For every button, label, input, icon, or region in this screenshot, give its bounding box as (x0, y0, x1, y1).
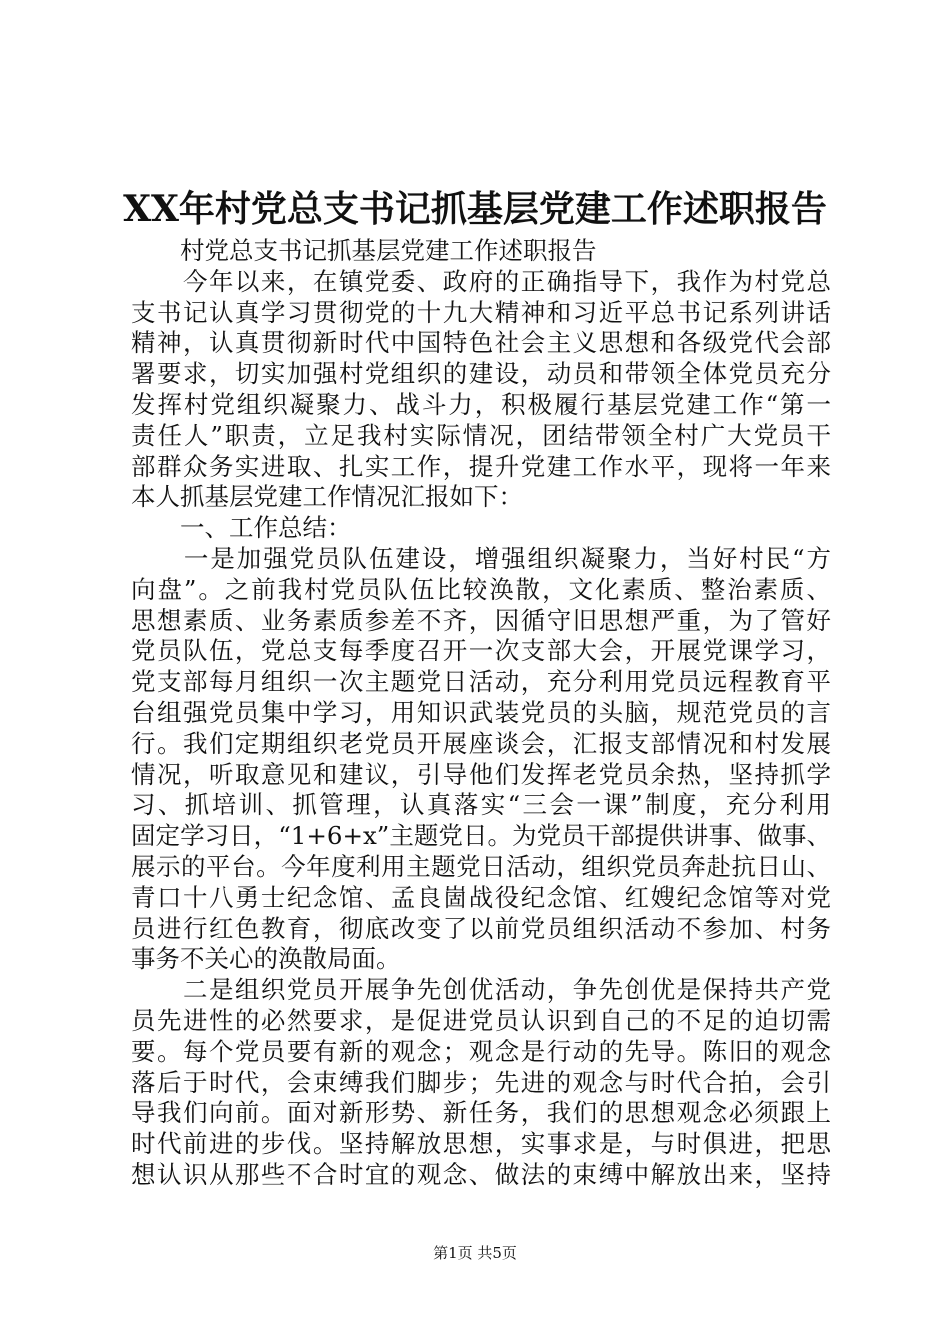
text-line: 本人抓基层党建工作情况汇报如下： (131, 482, 523, 512)
text-line: 向盘”。之前我村党员队伍比较涣散，文化素质、整治素质、 (131, 574, 831, 604)
text-line: 一、工作总结： (131, 513, 352, 543)
document-title: XX年村党总支书记抓基层党建工作述职报告 (123, 188, 827, 230)
text-line: 情况，听取意见和建议，引导他们发挥老党员余热，坚持抓学 (131, 759, 831, 789)
text-line: 行。我们定期组织老党员开展座谈会，汇报支部情况和村发展 (131, 728, 831, 758)
text-line: 发挥村党组织凝聚力、战斗力，积极履行基层党建工作“第一 (131, 389, 831, 419)
text-line: 署要求，切实加强村党组织的建设，动员和带领全体党员充分 (131, 359, 831, 389)
document-body (131, 236, 831, 1191)
text-line: 事务不关心的涣散局面。 (131, 944, 401, 974)
text-line: 青口十八勇士纪念馆、孟良崮战役纪念馆、红嫂纪念馆等对党 (131, 882, 831, 912)
text-line: 固定学习日，“1+6+x”主题党日。为党员干部提供讲事、做事、 (131, 821, 831, 851)
text-line: 习、抓培训、抓管理，认真落实“三会一课”制度，充分利用 (131, 790, 831, 820)
text-line: 二是组织党员开展争先创优活动，争先创优是保持共产党 (131, 975, 831, 1005)
text-line: 要。每个党员要有新的观念；观念是行动的先导。陈旧的观念 (131, 1036, 831, 1066)
text-line: 时代前进的步伐。坚持解放思想，实事求是，与时俱进，把思 (131, 1129, 831, 1159)
text-line: 思想素质、业务素质参差不齐，因循守旧思想严重，为了管好 (131, 605, 831, 635)
text-line: 党支部每月组织一次主题党日活动，充分利用党员远程教育平 (131, 667, 831, 697)
text-line: 部群众务实进取、扎实工作，提升党建工作水平，现将一年来 (131, 451, 831, 481)
text-line: 导我们向前。面对新形势、新任务，我们的思想观念必须跟上 (131, 1098, 831, 1128)
text-line: 党员队伍，党总支每季度召开一次支部大会，开展党课学习， (131, 636, 831, 666)
text-line: 想认识从那些不合时宜的观念、做法的束缚中解放出来，坚持 (131, 1159, 831, 1189)
text-line: 支书记认真学习贯彻党的十九大精神和习近平总书记系列讲话 (131, 297, 831, 327)
text-line: 展示的平台。今年度利用主题党日活动，组织党员奔赴抗日山、 (131, 851, 831, 881)
page-footer: 第1页 共5页 (433, 1244, 517, 1262)
text-line: 员先进性的必然要求，是促进党员认识到自己的不足的迫切需 (131, 1005, 831, 1035)
text-line: 精神，认真贯彻新时代中国特色社会主义思想和各级党代会部 (131, 328, 831, 358)
text-line: 村党总支书记抓基层党建工作述职报告 (131, 236, 597, 265)
text-line: 责任人”职责，立足我村实际情况，团结带领全村广大党员干 (131, 420, 831, 450)
text-line: 员进行红色教育，彻底改变了以前党员组织活动不参加、村务 (131, 913, 831, 943)
text-line: 台组强党员集中学习，用知识武装党员的头脑，规范党员的言 (131, 697, 831, 727)
text-line: 落后于时代，会束缚我们脚步；先进的观念与时代合拍，会引 (131, 1067, 831, 1097)
text-line: 今年以来，在镇党委、政府的正确指导下，我作为村党总 (131, 266, 831, 296)
text-line: 一是加强党员队伍建设，增强组织凝聚力，当好村民“方 (131, 543, 831, 573)
